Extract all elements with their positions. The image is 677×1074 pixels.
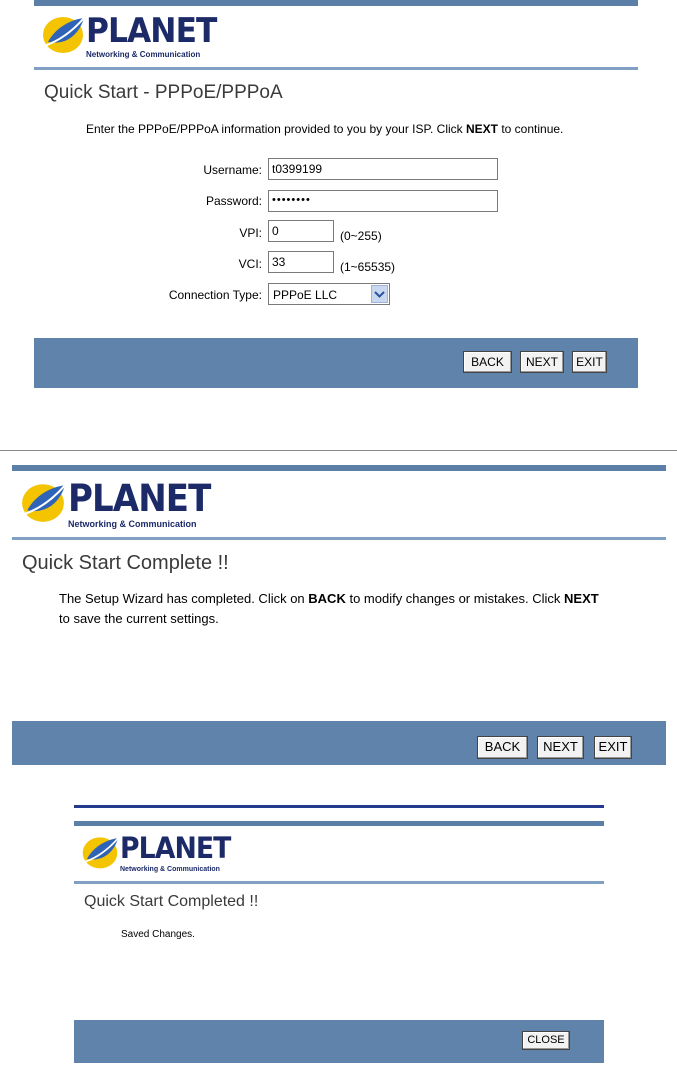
exit-button[interactable]: EXIT — [594, 736, 632, 759]
close-button[interactable]: CLOSE — [522, 1031, 570, 1050]
next-button[interactable]: NEXT — [520, 351, 564, 373]
brand-name: PLANET — [86, 11, 217, 51]
connection-type-select[interactable] — [268, 283, 390, 305]
vci-range-hint: (1~65535) — [340, 260, 396, 274]
header-bar — [12, 465, 666, 471]
header-separator — [12, 537, 666, 540]
brand-name: PLANET — [120, 831, 231, 865]
connection-type-value: PPPoE LLC — [273, 288, 338, 302]
planet-logo — [18, 479, 223, 529]
vpi-label: VPI: — [239, 226, 262, 240]
vci-field[interactable]: 33 — [268, 251, 334, 273]
saved-changes-message: Saved Changes. — [121, 929, 195, 940]
quick-start-complete-panel — [12, 465, 666, 765]
page-title: Quick Start Completed !! — [84, 893, 259, 910]
quick-start-completed-panel — [74, 805, 604, 1063]
next-button[interactable]: NEXT — [537, 736, 584, 759]
brand-name: PLANET — [68, 477, 211, 520]
planet-logo — [80, 833, 240, 873]
header-separator — [34, 67, 638, 70]
brand-tagline: Networking & Communication — [120, 866, 220, 873]
top-rule — [74, 805, 604, 808]
chevron-down-icon[interactable] — [371, 285, 388, 303]
header-bar — [34, 0, 638, 6]
completion-message: The Setup Wizard has completed. Click on BACK to modify changes or mistakes. Click NEXT to save the current settings. — [59, 591, 599, 626]
header-bar — [74, 821, 604, 826]
username-field[interactable]: t0399199 — [268, 158, 498, 180]
password-field[interactable]: •••••••• — [268, 190, 498, 212]
vpi-range-hint: (0~255) — [340, 229, 382, 243]
connection-type-label: Connection Type: — [168, 288, 262, 302]
pppoe-setup-panel — [34, 0, 638, 388]
page-title: Quick Start Complete !! — [22, 552, 229, 574]
vpi-field[interactable]: 0 — [268, 220, 334, 242]
back-button[interactable]: BACK — [463, 351, 512, 373]
planet-globe-icon — [40, 12, 86, 56]
brand-tagline: Networking & Communication — [68, 519, 197, 529]
vci-label: VCI: — [238, 257, 262, 271]
header-separator — [74, 881, 604, 884]
password-label: Password: — [205, 194, 262, 208]
brand-tagline: Networking & Communication — [86, 50, 201, 59]
planet-globe-icon — [18, 479, 68, 525]
planet-logo — [40, 12, 228, 59]
instruction-text: Enter the PPPoE/PPPoA information provided to you by your ISP. Click NEXT to continue. — [86, 122, 564, 136]
section-divider — [0, 450, 677, 451]
username-label: Username: — [203, 163, 262, 177]
planet-globe-icon — [80, 833, 120, 871]
page-title: Quick Start - PPPoE/PPPoA — [44, 82, 283, 103]
back-button[interactable]: BACK — [477, 736, 528, 759]
exit-button[interactable]: EXIT — [572, 351, 607, 373]
